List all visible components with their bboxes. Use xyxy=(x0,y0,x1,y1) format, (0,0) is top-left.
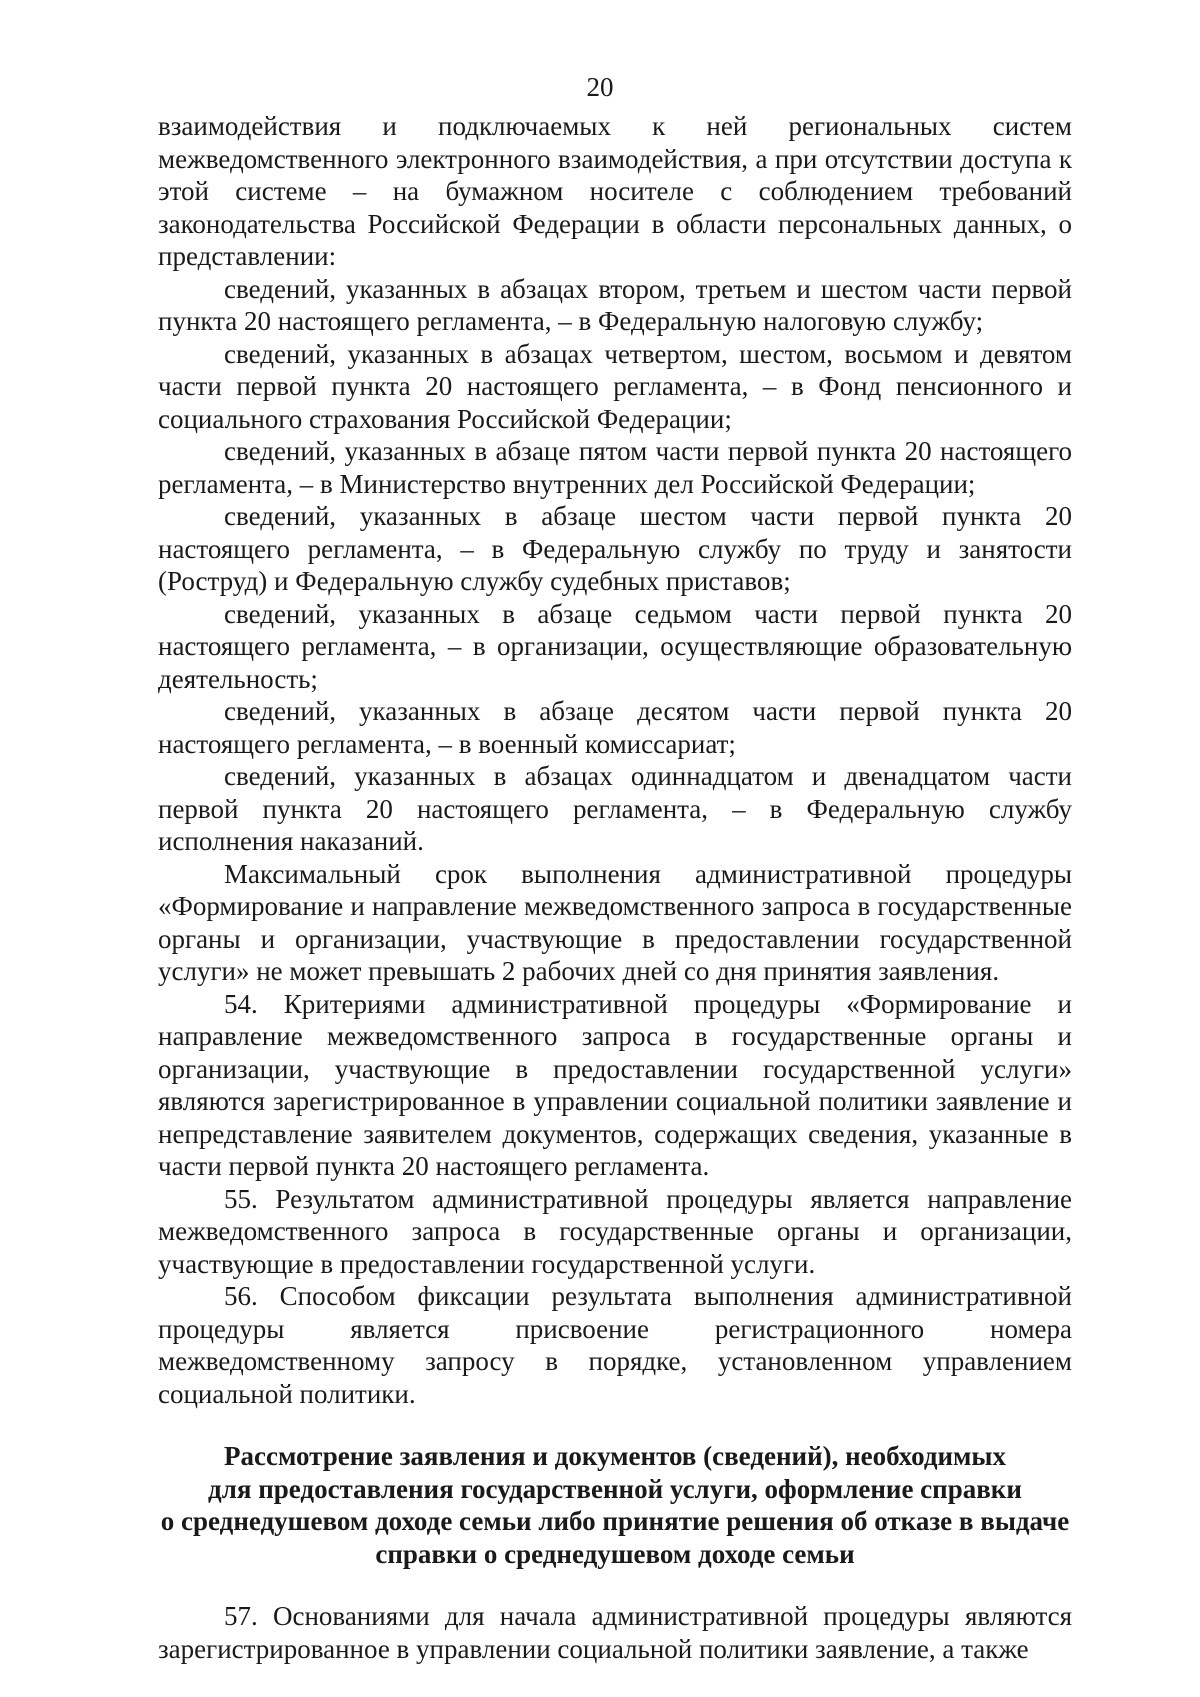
paragraph: сведений, указанных в абзаце шестом части первой пункта 20 настоящего регламента, – в Федеральную службу по труду и занятости (Роструд) и Федеральную службу судебных приставов; xyxy=(158,501,1072,596)
paragraphs-after xyxy=(158,1600,1072,1665)
paragraph: Максимальный срок выполнения административной процедуры «Формирование и направление межведомственного запроса в государственные органы и организации, участвующие в предоставлении государственной услуги» не может превышать 2 рабочих дней со дня принятия заявления. xyxy=(158,858,1072,986)
section-heading-line: справки о среднедушевом доходе семьи xyxy=(375,1538,855,1569)
paragraph: взаимодействия и подключаемых к ней региональных систем межведомственного электронного взаимодействия, а при отсутствии доступа к этой системе – на бумажном носителе с соблюдением требований законодательства Российской Федерации в области персональных данных, о представлении: xyxy=(158,111,1072,271)
paragraph: сведений, указанных в абзаце седьмом части первой пункта 20 настоящего регламента, – в организации, осуществляющие образовательную деятельность; xyxy=(158,598,1072,694)
paragraph: 56. Способом фиксации результата выполнения административной процедуры является присвоение регистрационного номера межведомственному запросу в порядке, установленном управлением социальной политики. xyxy=(158,1281,1072,1409)
paragraphs-before xyxy=(158,110,1072,1410)
section-heading-line: Рассмотрение заявления и документов (сведений), необходимых xyxy=(223,1441,1007,1471)
page-number: 20 xyxy=(586,72,614,102)
section-heading-line: о среднедушевом доходе семьи либо принятие решения об отказе в выдаче xyxy=(160,1506,1070,1536)
section-heading xyxy=(158,1440,1072,1570)
paragraph: 55. Результатом административной процедуры является направление межведомственного запроса в государственные органы и организации, участвующие в предоставлении государственной услуги. xyxy=(158,1183,1072,1279)
paragraph: сведений, указанных в абзацах четвертом, шестом, восьмом и девятом части первой пункта 20 настоящего регламента, – в Фонд пенсионного и социального страхования Российской Федерации; xyxy=(158,338,1072,434)
paragraph: сведений, указанных в абзацах втором, третьем и шестом части первой пункта 20 настоящего регламента, – в Федеральную налоговую службу; xyxy=(158,273,1072,336)
section-heading-line: для предоставления государственной услуги, оформление справки xyxy=(208,1473,1022,1504)
paragraph: сведений, указанных в абзацах одиннадцатом и двенадцатом части первой пункта 20 настоящего регламента, – в Федеральную службу исполнения наказаний. xyxy=(158,761,1072,856)
document-body xyxy=(158,110,1072,1665)
paragraph: 54. Критериями административной процедуры «Формирование и направление межведомственного запроса в государственные органы и организации, участвующие в предоставлении государственной услуги» являются зарегистрированное в управлении социальной политики заявление и непредставление заявителем документов, содержащих сведения, указанные в части первой пункта 20 настоящего регламента. xyxy=(158,988,1072,1181)
paragraph: сведений, указанных в абзаце пятом части первой пункта 20 настоящего регламента, – в Министерство внутренних дел Российской Федерации; xyxy=(158,436,1072,499)
paragraph: 57. Основаниями для начала административной процедуры являются зарегистрированное в управлении социальной политики заявление, а также xyxy=(158,1601,1072,1664)
paragraph: сведений, указанных в абзаце десятом части первой пункта 20 настоящего регламента, – в военный комиссариат; xyxy=(158,696,1072,759)
